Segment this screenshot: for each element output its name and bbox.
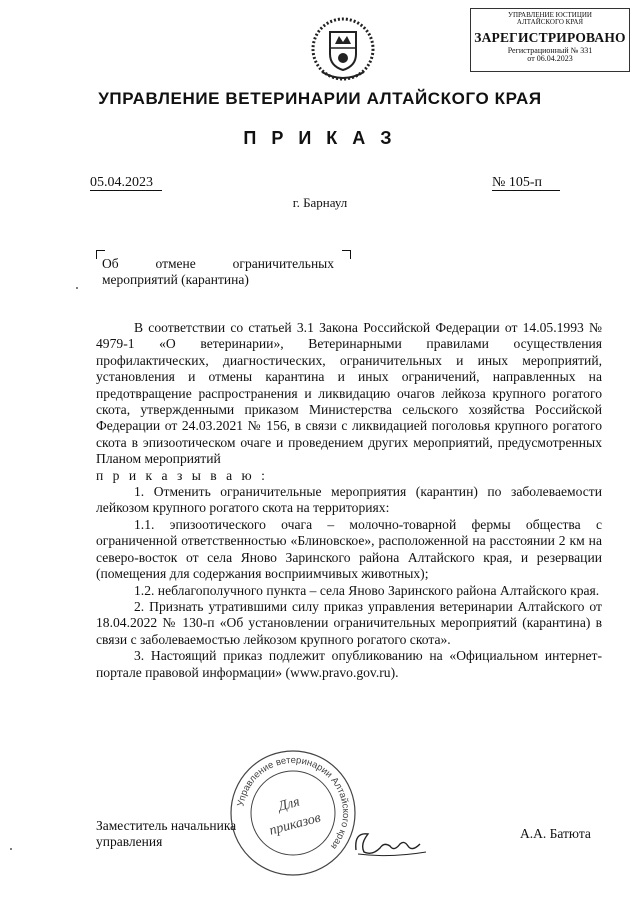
subject-word: ограничительных bbox=[232, 256, 334, 271]
scan-dot bbox=[10, 848, 12, 850]
item-2: 2. Признать утратившими силу приказ управления ветеринарии Алтайского от 18.04.2022 № 130-п «Об установлении ограничительных мероприятий (карантина) в связи с заболеваемостью лейкозом крупного рогатого скота». bbox=[96, 598, 602, 647]
document-number: № 105-п bbox=[492, 175, 560, 191]
stamp-status: ЗАРЕГИСТРИРОВАНО bbox=[474, 29, 626, 45]
item-1-1: 1.1. эпизоотического очага – молочно-товарной фермы общества с ограниченной ответственностью «Блиновское», расположенной на расстоянии 2 км на северо-восток от села Яново Заринского района Алтайского края, и резервации (помещения для содержания восприимчивых животных); bbox=[96, 516, 602, 582]
item-1: 1. Отменить ограничительные мероприятия (карантин) по заболеваемости лейкозом крупного рогатого скота на территориях: bbox=[96, 484, 602, 516]
round-stamp-center1: Для bbox=[276, 794, 302, 815]
altai-krai-coat-of-arms-icon bbox=[308, 14, 378, 84]
signatory-position bbox=[96, 818, 236, 850]
handwritten-signature-icon bbox=[350, 822, 430, 862]
signatory-position-line2: управления bbox=[96, 834, 163, 849]
signatory-position-line1: Заместитель начальника bbox=[96, 818, 237, 833]
stamp-reg-number: Регистрационный № 331 bbox=[507, 45, 593, 55]
signatory-name: А.А. Батюта bbox=[520, 826, 591, 841]
round-stamp-center2: приказов bbox=[267, 810, 323, 839]
subject-word: Об bbox=[102, 256, 119, 271]
preamble-paragraph: В соответствии со статьей 3.1 Закона Российской Федерации от 14.05.1993 № 4979-1 «О ветеринарии», Ветеринарными правилами осуществления профилактических, диагностических, ограничительных и иных мероприятий, установления и отмены карантина и иных ограничений, направленных на предотвращение распространения и ликвидацию очагов лейкоза крупного рогатого скота, утвержденными приказом Министерства сельского хозяйства Российской Федерации от 24.03.2021 № 156, в связи с ликвидацией поголовья крупного рогатого скота в эпизоотическом очаге и проведением других мероприятий, предусмотренных Планом мероприятий bbox=[96, 320, 602, 467]
round-stamp-icon bbox=[228, 748, 358, 878]
document-date: 05.04.2023 bbox=[90, 175, 162, 191]
subject-line2: мероприятий (карантина) bbox=[102, 272, 249, 287]
document-subject bbox=[102, 256, 334, 288]
round-stamp-ring-text: Управление ветеринарии Алтайского края bbox=[235, 754, 352, 852]
scan-dot bbox=[76, 287, 78, 289]
document-type: П Р И К А З bbox=[243, 128, 397, 148]
organization-name: УПРАВЛЕНИЕ ВЕТЕРИНАРИИ АЛТАЙСКОГО КРАЯ bbox=[98, 89, 542, 108]
order-word: п р и к а з ы в а ю : bbox=[96, 467, 268, 483]
item-3: 3. Настоящий приказ подлежит опубликованию на «Официальном интернет-портале правовой информации» (www.pravo.gov.ru). bbox=[96, 648, 602, 680]
stamp-reg-date: от 06.04.2023 bbox=[527, 54, 573, 64]
document-city: г. Барнаул bbox=[292, 195, 348, 210]
registration-stamp bbox=[470, 8, 630, 72]
document-body bbox=[96, 320, 602, 681]
subject-word: отмене bbox=[155, 256, 196, 271]
stamp-line2: АЛТАЙСКОГО КРАЯ bbox=[516, 18, 584, 27]
subject-corner-right bbox=[342, 250, 351, 259]
item-1-2: 1.2. неблагополучного пункта – села Яново Заринского района Алтайского края. bbox=[134, 582, 600, 598]
stamp-line1: УПРАВЛЕНИЕ ЮСТИЦИИ bbox=[508, 11, 592, 19]
